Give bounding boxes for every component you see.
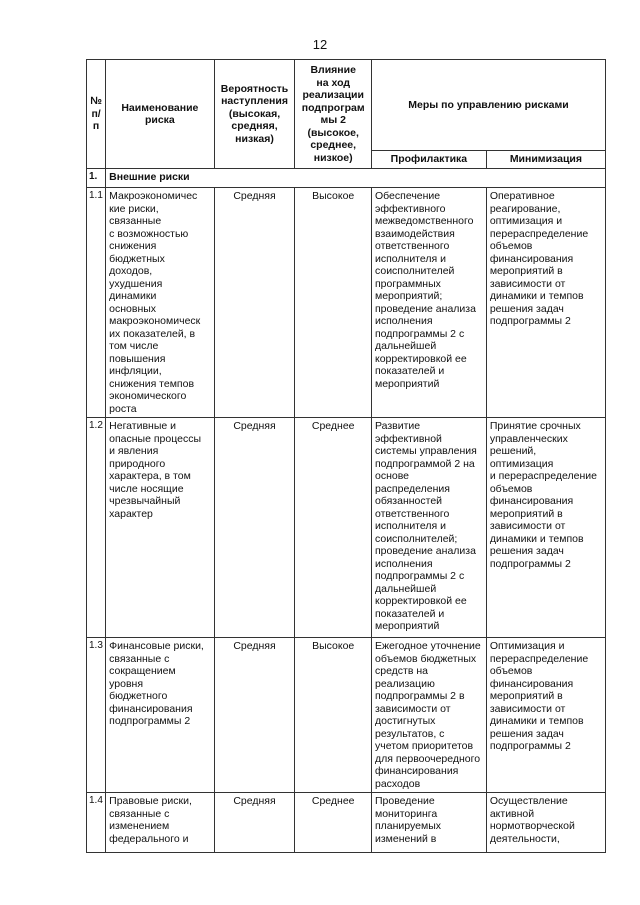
header-prevention: Профилактика xyxy=(371,151,486,169)
risk-probability: Средняя xyxy=(214,638,295,793)
row-number: 1.2 xyxy=(87,418,106,638)
risk-minimization: Принятие срочных управленческих решений, оптимизация и перераспределение объемов финансирования мероприятий в зависимости от динамики и темпов решения задач подпрограммы 2 xyxy=(486,418,605,638)
section-number: 1. xyxy=(87,169,106,188)
header-measures: Меры по управлению рисками xyxy=(371,60,605,151)
risk-impact: Среднее xyxy=(295,793,372,853)
row-number: 1.4 xyxy=(87,793,106,853)
risk-probability: Средняя xyxy=(214,188,295,418)
header-impact: Влияние на ход реализации подпрограм мы 2 (высокое, среднее, низкое) xyxy=(295,60,372,169)
risk-minimization: Оперативное реагирование, оптимизация и перераспределение объемов финансирования мероприятий в зависимости от динамики и темпов решения задач подпрограммы 2 xyxy=(486,188,605,418)
risk-name: Правовые риски, связанные с изменением федерального и xyxy=(106,793,214,853)
table-row xyxy=(87,793,606,853)
risk-impact: Среднее xyxy=(295,418,372,638)
risk-probability: Средняя xyxy=(214,793,295,853)
risk-minimization: Осуществление активной нормотворческой деятельности, xyxy=(486,793,605,853)
risk-prevention: Развитие эффективной системы управления подпрограммой 2 на основе распределения обязанностей ответственного исполнителя и соисполнителей; проведение анализа исполнения подпрограммы 2 с дальнейшей корректировкой ее показателей и мероприятий xyxy=(371,418,486,638)
section-title: Внешние риски xyxy=(106,169,606,188)
risk-management-table xyxy=(86,59,606,853)
risk-impact: Высокое xyxy=(295,638,372,793)
risk-minimization: Оптимизация и перераспределение объемов финансирования мероприятий в зависимости от динамики и темпов решения задач подпрограммы 2 xyxy=(486,638,605,793)
header-risk-name: Наименование риска xyxy=(106,60,214,169)
table-header-row xyxy=(87,60,606,151)
page-number: 12 xyxy=(312,37,328,52)
table-row xyxy=(87,638,606,793)
risk-name: Финансовые риски, связанные с сокращением уровня бюджетного финансирования подпрограммы 2 xyxy=(106,638,214,793)
risk-prevention: Проведение мониторинга планируемых изменений в xyxy=(371,793,486,853)
table-row xyxy=(87,418,606,638)
section-row xyxy=(87,169,606,188)
risk-prevention: Обеспечение эффективного межведомственного взаимодействия ответственного исполнителя и соисполнителей программных мероприятий; проведение анализа исполнения подпрограммы 2 с дальнейшей корректировкой ее показателей и мероприятий xyxy=(371,188,486,418)
risk-prevention: Ежегодное уточнение объемов бюджетных средств на реализацию подпрограммы 2 в зависимости от достигнутых результатов, с учетом приоритетов для первоочередного финансирования расходов xyxy=(371,638,486,793)
header-number: № п/п xyxy=(87,60,106,169)
row-number: 1.3 xyxy=(87,638,106,793)
risk-name: Негативные и опасные процессы и явления природного характера, в том числе носящие чрезвычайный характер xyxy=(106,418,214,638)
header-minimization: Минимизация xyxy=(486,151,605,169)
row-number: 1.1 xyxy=(87,188,106,418)
risk-name: Макроэкономичес кие риски, связанные с возможностью снижения бюджетных доходов, ухудшения динамики основных макроэкономическ их показателей, в том числе повышения инфляции, снижения темпов экономического роста xyxy=(106,188,214,418)
risk-impact: Высокое xyxy=(295,188,372,418)
table-row xyxy=(87,188,606,418)
header-probability: Вероятность наступления (высокая, средняя, низкая) xyxy=(214,60,295,169)
risk-probability: Средняя xyxy=(214,418,295,638)
